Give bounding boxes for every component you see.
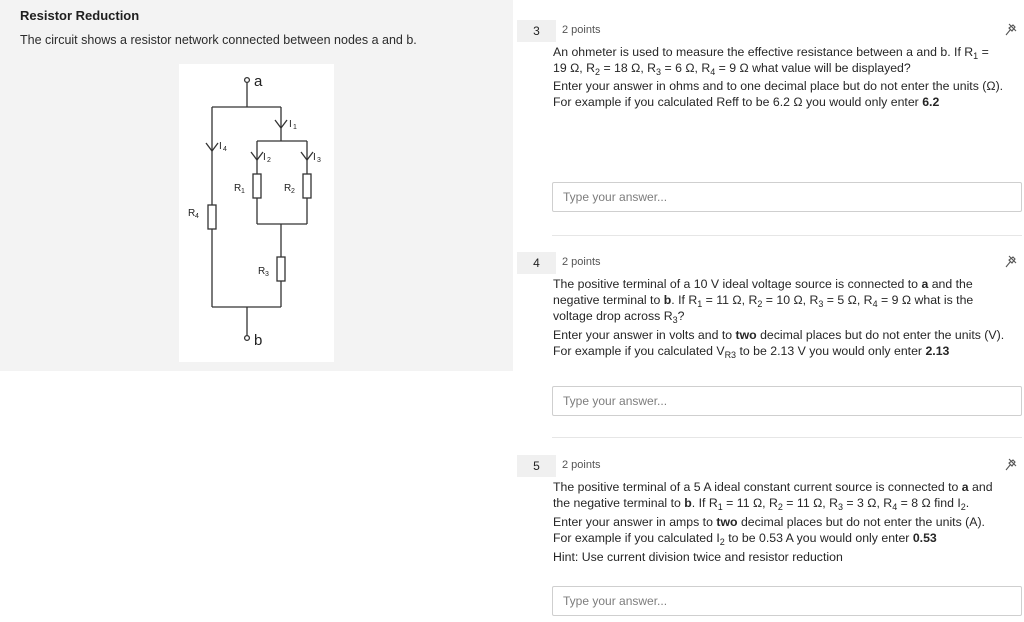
section-description: The circuit shows a resistor network connected between nodes a and b. <box>20 33 417 47</box>
pin-icon[interactable] <box>1004 457 1018 473</box>
question-number: 5 <box>517 455 556 477</box>
question-points: 2 points <box>562 256 601 268</box>
divider <box>552 437 1022 438</box>
question-points: 2 points <box>562 459 601 471</box>
i4-label: I <box>219 141 222 152</box>
resistor-r3 <box>277 257 285 281</box>
r3-label: R <box>258 266 266 277</box>
circuit-figure <box>179 64 334 362</box>
question-3 <box>517 20 1024 220</box>
answer-input[interactable] <box>552 182 1022 212</box>
i2-sub: 2 <box>267 157 271 164</box>
node-a-label: a <box>254 73 263 90</box>
r3-sub: 3 <box>265 271 269 278</box>
section-title: Resistor Reduction <box>20 8 140 23</box>
question-text: The positive terminal of a 5 A ideal constant current source is connected to a and the negative terminal to b. If $R_1 = 11$ Ω, $R_2 = 11$ Ω, $R_3 = 3$ Ω, $R_4 = 8$ Ω find $I_2$. Enter your answer in amps to two decimal places but do not enter the units (A). For example if you calculated $I_2$ to be 0.53 A you would only enter 0.53 Hint: Use current division twice and resistor reduction <box>553 480 993 564</box>
question-number: 4 <box>517 252 556 274</box>
resistor-r1 <box>253 174 261 198</box>
i2-label: I <box>263 152 266 163</box>
i3-label: I <box>313 152 316 163</box>
r2-label: R <box>284 183 292 194</box>
circuit-diagram <box>179 64 334 362</box>
r4-sub: 4 <box>195 213 199 220</box>
answer-input[interactable] <box>552 386 1022 416</box>
pin-icon[interactable] <box>1004 254 1018 270</box>
answer-input[interactable] <box>552 586 1022 616</box>
question-4 <box>517 252 1024 422</box>
question-text: An ohmeter is used to measure the effective resistance between a and b. If $R_1$ = 19 Ω, $R_2 = 18$ Ω, $R_3 = 6$ Ω, $R_4 = 9$ Ω what value will be displayed? Enter your answer in ohms and to one decimal place but do not enter the units (Ω). For example if you calculated Reff to be 6.2 Ω you would only enter 6.2 <box>553 45 1004 109</box>
node-a-terminal <box>245 78 250 83</box>
node-b-label: b <box>254 332 263 349</box>
r2-sub: 2 <box>291 188 295 195</box>
i4-sub: 4 <box>223 146 227 153</box>
r1-label: R <box>234 183 242 194</box>
node-b-terminal <box>245 336 250 341</box>
r1-sub: 1 <box>241 188 245 195</box>
question-text: The positive terminal of a 10 V ideal voltage source is connected to a and the negative terminal to b. If $R_1 = 11$ Ω, $R_2 = 10$ Ω, $R_3 = 5$ Ω, $R_4 = 9$ Ω what is the voltage drop across $R_3$? Enter your answer in volts and to two decimal places but do not enter the units (V). For example if you calculated $V_{R3}$ to be 2.13 V you would only enter 2.13 <box>553 277 1005 360</box>
divider <box>552 235 1022 236</box>
resistor-r2 <box>303 174 311 198</box>
question-5 <box>517 455 1024 622</box>
i1-label: I <box>289 119 292 130</box>
resistor-r4 <box>208 205 216 229</box>
question-number: 3 <box>517 20 556 42</box>
i1-sub: 1 <box>293 124 297 131</box>
pin-icon[interactable] <box>1004 22 1018 38</box>
question-points: 2 points <box>562 24 601 36</box>
i3-sub: 3 <box>317 157 321 164</box>
r4-label: R <box>188 208 196 219</box>
